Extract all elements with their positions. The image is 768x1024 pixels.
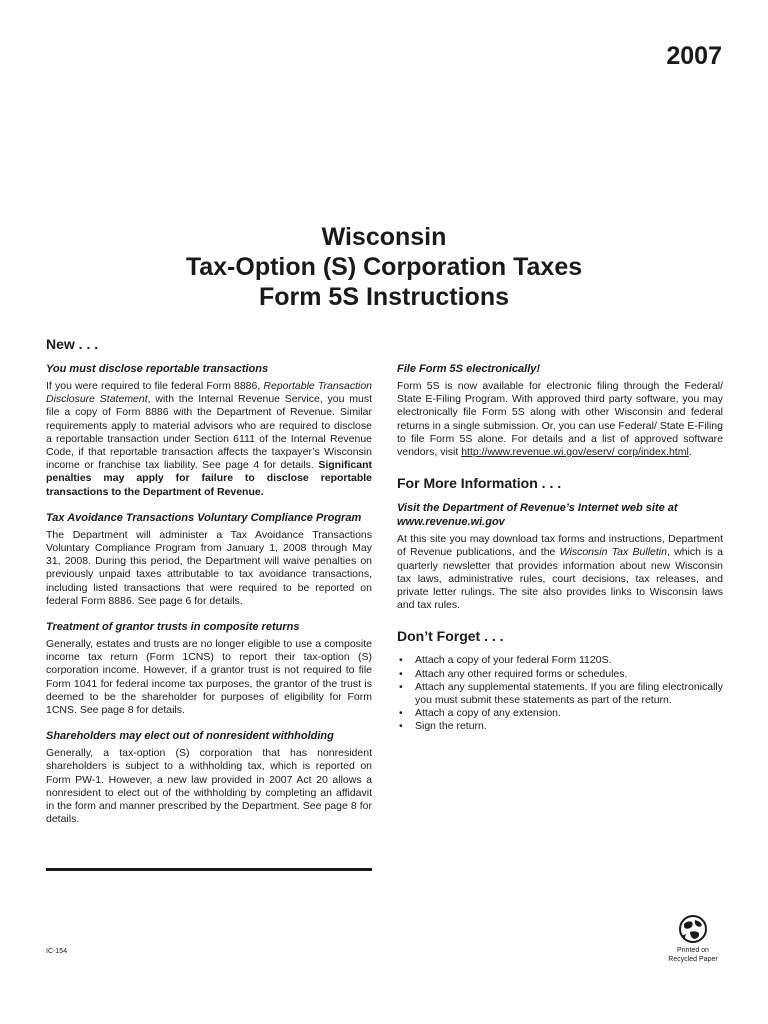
- grantor-heading: Treatment of grantor trusts in composite returns: [46, 621, 300, 634]
- recycled-label-line-2: Recycled Paper: [668, 956, 718, 963]
- checklist-item: • Attach a copy of any extension.: [415, 707, 723, 720]
- form-year: 2007: [666, 42, 722, 70]
- more-info-paragraph: [397, 533, 723, 612]
- more-info-heading: For More Information . . .: [397, 475, 562, 492]
- efile-text: Form 5S is now available for electronic filing through the Federal/ State E-Filing Program. With approved third party software, you may electronically file Form 5S along with other Wisconsin and federal returns in a single submission. Or, you can use Federal/ State E-Filing to file Form 5S alone. For details and a list of approved software vendors, visit: [397, 380, 723, 459]
- grantor-paragraph: Generally, estates and trusts are no longer eligible to use a composite income tax return (Form 1CNS) to report their tax-option (S) corporation income. However, if a grantor trust is not required to file Form 1041 for federal income tax purposes, the grantor of the trust is deemed to be the shareholder for purposes of eligibility for Form 1CNS. See page 8 for details.: [46, 638, 372, 717]
- reportable-form-title: Reportable Transaction Disclosure Statement: [46, 380, 372, 406]
- checklist-item: • Attach any other required forms or schedules.: [415, 668, 723, 681]
- efile-end: .: [688, 446, 692, 459]
- recycled-paper-mark: [660, 914, 726, 964]
- reportable-text-c: , with the Internal Revenue Service, you must file a copy of Form 8886 with the Department of Revenue. Similar requirements apply to material advisors who are required to disclose a reportable transaction under Section 6111 of the Internal Revenue Code, if that reportable transaction affects the taxpayer’s Wisconsin income or franchise tax liability. See page 4 for details.: [46, 393, 372, 472]
- right-column: [397, 362, 723, 734]
- more-info-text-a: At this site you may download tax forms and instructions, Department of Revenue publications, and the: [397, 533, 723, 559]
- avoidance-heading: Tax Avoidance Transactions Voluntary Compliance Program: [46, 511, 362, 524]
- withholding-paragraph: Generally, a tax-option (S) corporation that has nonresident shareholders is subject to a withholding tax, which is reported on Form PW-1. However, a new law provided in 2007 Act 20 allows a nonresident to elect out of the withholding by completing an affidavit in the form and manner prescribed by the Department. See page 8 for details.: [46, 747, 372, 826]
- reportable-text-a: If you were required to file federal Form 8886,: [46, 380, 264, 392]
- efile-paragraph: [397, 380, 723, 459]
- dont-forget-heading: Don’t Forget . . .: [397, 628, 504, 645]
- left-column: [46, 336, 372, 838]
- recycled-label-line-1: Printed on: [677, 947, 709, 954]
- new-heading: New . . .: [46, 336, 99, 352]
- form-code: IC-154: [46, 948, 68, 955]
- checklist-item: • Attach any supplemental statements. If you are filing electronically you must submit these statements as part of the return.: [415, 681, 723, 707]
- tax-bulletin-title: Wisconsin Tax Bulletin: [559, 546, 667, 559]
- checklist: [397, 654, 723, 733]
- title-line-3: Form 5S Instructions: [258, 283, 510, 311]
- withholding-heading: Shareholders may elect out of nonresident withholding: [46, 730, 334, 743]
- title-line-2: Tax-Option (S) Corporation Taxes: [185, 253, 583, 281]
- more-info-subheading: Visit the Department of Revenue’s Internet web site at www.revenue.wi.gov: [397, 502, 678, 529]
- reportable-heading: You must disclose reportable transactions: [46, 363, 269, 375]
- title-line-1: Wisconsin: [321, 223, 447, 251]
- checklist-item: • Attach a copy of your federal Form 1120S.: [415, 654, 723, 667]
- checklist-item: • Sign the return.: [415, 720, 723, 733]
- recycled-paper-globe-icon: [678, 914, 708, 944]
- page-title: [0, 222, 768, 312]
- reportable-penalty-note: Significant penalties may apply for failure to disclose reportable transactions to the Department of Revenue.: [46, 459, 372, 498]
- efile-heading: File Form 5S electronically!: [397, 363, 541, 375]
- eserv-link[interactable]: http://www.revenue.wi.gov/eserv/ corp/index.html: [461, 446, 689, 459]
- more-info-text-c: , which is a quarterly newsletter that provides information about new Wisconsin tax laws, administrative rules, court decisions, tax releases, and private letter rulings. The site also provides links to Wisconsin laws and tax rules.: [397, 546, 723, 612]
- section-divider: [46, 868, 372, 871]
- avoidance-paragraph: The Department will administer a Tax Avoidance Transactions Voluntary Compliance Program from January 1, 2008 through May 31, 2008. During this period, the Department will waive penalties on previously unpaid taxes attributable to tax avoidance transactions, including listed transactions that were required to be reported on federal Form 8886. See page 6 for details.: [46, 528, 372, 607]
- reportable-paragraph: [46, 380, 372, 499]
